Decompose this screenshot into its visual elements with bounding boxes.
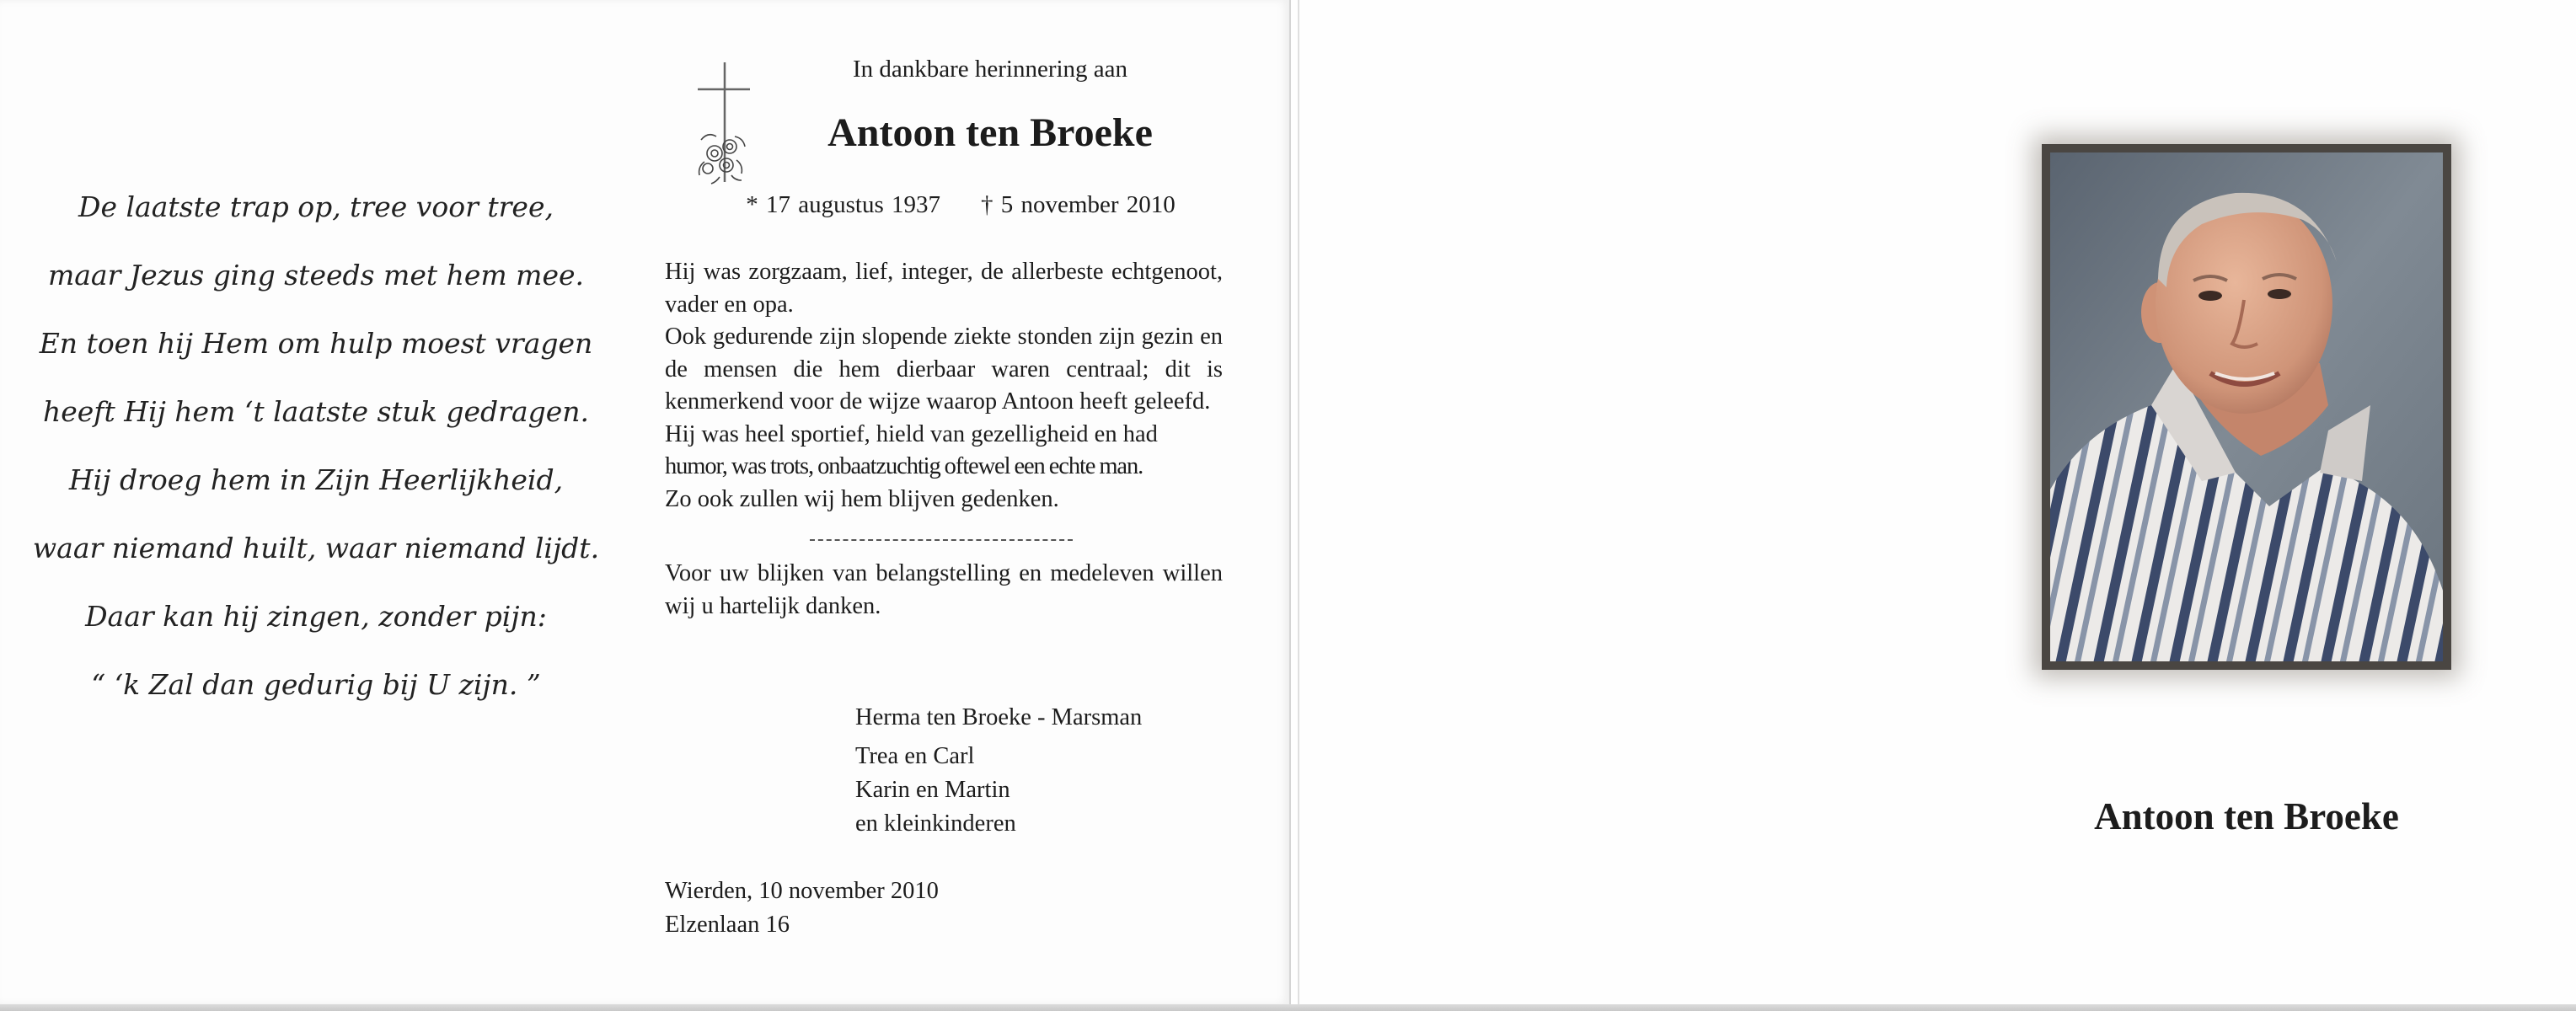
poem-line: Daar kan hij zingen, zonder pijn:: [85, 600, 547, 633]
poem-line: Hij droeg hem in Zijn Heerlijkheid,: [68, 463, 564, 496]
poem-line: heeft Hij hem ‘t laatste stuk gedragen.: [42, 395, 590, 428]
portrait-frame: [2042, 144, 2451, 670]
poem: [25, 173, 607, 719]
poem-line: De laatste trap op, tree voor tree,: [78, 190, 554, 223]
scan-bottom-edge: [0, 1004, 2576, 1011]
paragraph: Hij was heel sportief, hield van gezelligheid en had: [665, 420, 1158, 447]
death-date: † 5 november 2010: [981, 191, 1176, 218]
signer: Karin en Martin: [855, 777, 1010, 803]
cross-with-flowers-icon: [689, 59, 752, 185]
poem-line: En toen hij Hem om hulp moest vragen: [39, 327, 593, 360]
signers: [855, 701, 1226, 841]
memorial-text: [665, 256, 1223, 623]
signer: Trea en Carl: [855, 743, 975, 769]
dashed-divider: [810, 539, 1073, 556]
poem-line: “ ‘k Zal dan gedurig bij U zijn. ”: [91, 668, 541, 701]
place-date: Wierden, 10 november 2010: [665, 878, 939, 904]
paragraph: humor, was trots, onbaatzuchtig oftewel een echte man.: [665, 453, 1143, 479]
life-dates: [699, 191, 1222, 219]
signer: Herma ten Broeke - Marsman: [855, 704, 1143, 730]
poem-line: waar niemand huilt, waar niemand lijdt.: [32, 532, 600, 564]
cover-name: Antoon ten Broeke: [2094, 795, 2399, 837]
address: Elzenlaan 16: [665, 912, 790, 938]
paragraph: Zo ook zullen wij hem blijven gedenken.: [665, 485, 1059, 512]
paragraph: Hij was zorgzaam, lief, integer, de allerbeste echtgenoot, vader en opa.: [665, 259, 1223, 318]
deceased-name-heading: Antoon ten Broeke: [827, 110, 1153, 155]
place-and-address: [665, 875, 1086, 942]
thanks-text: Voor uw blijken van belangstelling en medeleven willen wij u hartelijk danken.: [665, 560, 1223, 619]
paragraph: Ook gedurende zijn slopende ziekte stonden zijn gezin en de mensen die hem dierbaar waren centraal; dit is kenmerkend voor de wijze waarop Antoon heeft geleefd.: [665, 324, 1223, 415]
poem-line: maar Jezus ging steeds met hem mee.: [47, 259, 585, 292]
birth-date: * 17 augustus 1937: [746, 191, 941, 218]
intro-text: In dankbare herinnering aan: [852, 56, 1128, 83]
signer: en kleinkinderen: [855, 810, 1016, 837]
portrait-photo: [2050, 152, 2443, 661]
